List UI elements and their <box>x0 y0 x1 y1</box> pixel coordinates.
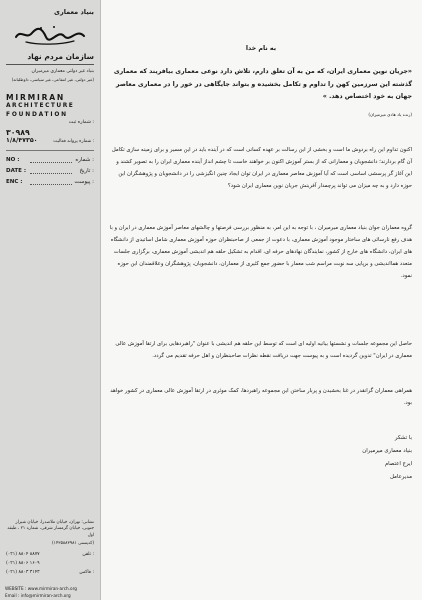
postal-code: (کدپستی ۱۴۳۵۸۸۳۹۸۱) <box>51 541 94 546</box>
letter-body <box>106 0 416 600</box>
fill-line <box>30 173 72 174</box>
divider <box>6 150 94 151</box>
opening-quote: «جریان نوین معماری ایران، که من به آن تعلق دارم، تلاش دارد نوعی معماری بیافریند که معماری گذشته این سرزمین کهن را تداوم و تکامل بخشیده و بتواند جایگاهی در خور را در معماری معاصر جهان به خود اختصاص دهد. » <box>113 68 412 100</box>
paragraph-2: گروه معماران جوان بنیاد معماری میرمیران ، با توجه به این امر، به منظور بررسی فرصتها و چالشهای معاصر آموزش معماری در ایران و با هدف رفع نارسائی های ساختار موجود آموزش معماری، با دعوت از جمعی از صاحبنظران حوزه آموزش معماری شامل اساتیدی از دانشگاه های ایران، دانشگاه های خارج از کشور، نمایندگان نهادهای حرفه ای، اقدام به تشکیل حلقه هم اندیشی آموزش معماری، برگزاری جلسات متعدد همااندیشی و برپایی سه نوبت مراسم شب معمار با حضور جمع کثیری از معماران، دانشجویان، پژوهشگران وعلاقمندان این حوزه نمود. <box>109 225 412 279</box>
enclosure-label-fa: پیوست : <box>74 179 94 185</box>
registration-number: ۳۰۹۸۹ <box>6 128 30 137</box>
website-link[interactable]: WEBSITE : www.mirmiran-arch.org <box>5 586 77 591</box>
letter-number-row <box>6 157 94 167</box>
fill-line <box>30 184 72 185</box>
letterhead-sidebar <box>0 0 101 600</box>
license-number: ۱/۸/۴۷۳۵۰ <box>6 137 38 144</box>
signatory-title: مدیرعامل <box>389 474 412 480</box>
english-name-line-1: MIRMIRAN <box>6 93 66 102</box>
legal-line-1: بنیاد غیر دولتی معماری میرمیران <box>31 69 94 74</box>
signatory-name: ایرج اعتصام <box>384 461 412 467</box>
number-label-fa: شماره : <box>75 157 94 163</box>
closing-line: با تشکر <box>394 435 412 441</box>
paragraph-3: حاصل این مجموعه جلسات و نشستها بیانیه اولیه ای است که توسط این حلقه هم اندیشی با عنوان "راهبردهایی برای ارتقا آموزش عالی معماری در ایران" تدوین گردیده است و به پیوست جهت دریافت نقطه نظرات صاحبنظران و اهل حرفه تقدیم می گردد. <box>115 341 412 359</box>
divider <box>6 64 94 65</box>
bismillah-heading: به نام خدا <box>245 45 277 52</box>
paragraph-4: همراهی معماران گرانقدر در غنا بخشیدن و پربار ساختن این مجموعه راهبردها، کمک موثری در ارتقا آموزش عالی معماری در کشور خواهد بود. <box>110 388 412 406</box>
english-name-line-3: FOUNDATION <box>6 112 68 118</box>
fax-label: فاکس : <box>79 570 94 575</box>
letter-enclosure-row <box>6 179 94 189</box>
number-label-en: NO : <box>6 157 20 163</box>
enclosure-label-en: ENC : <box>6 179 23 185</box>
paragraph-1: اکنون تداوم این راه بردوش ما است و بخشی از این رسالت بر عهده کسانی است که در آینده باید در این مسیر و برای زمینه سازی تکامل آن گام بردارند؛ دانشجویان و معمارانی که از بستر آموزش اکنون بر خواهند خاست تا چشم انداز آینده معماری ایران را به تصویر کشند و این آغاز گر پرسشی اساسی است که آیا آموزش معاصر معماری در ایران توان ایجاد چنین انگیزشی را در دانشجویان و پژوهشگران این حوزه دارد و به چه میزان می تواند پرچمدار آفرینش جریان نوین معماری ایران شود؟ <box>111 147 412 189</box>
org-name: بنیاد معماری <box>54 8 94 16</box>
license-label: شماره پروانه فعالیت : <box>53 139 94 144</box>
registration-label: شماره ثبت : <box>68 120 94 125</box>
email-link[interactable]: Email : info@mirmiran-arch.org <box>5 593 71 598</box>
mirmiran-logo <box>8 22 94 48</box>
signature-organization: بنیاد معماری میرمیران <box>362 448 412 454</box>
legal-line-2: (غیر دولتی، غیر انتفاعی، غیر سیاسی، داوطلبانه) <box>11 77 94 82</box>
phone-label: تلفن : <box>82 552 94 557</box>
ngo-label: سازمان مردم نهاد <box>27 52 94 61</box>
letter-date-row <box>6 168 94 178</box>
phone-number: (۰۲۱) ۸۸۰۴ ۸۸۷۷ <box>6 552 40 557</box>
date-label-fa: تاریخ : <box>79 168 94 174</box>
english-name-line-2: ARCHITECTURE <box>6 103 75 109</box>
date-label-en: DATE : <box>6 168 27 174</box>
quote-source: (زنده یاد هادی میرمیران) <box>368 112 412 117</box>
fax-number: (۰۲۱) ۸۸۰۳ ۳۱۴۳ <box>6 570 40 575</box>
fill-line <box>30 162 72 163</box>
postal-address: نشانی: تهران، خیابان ملاصدرا، خیابان شیراز جنوبی، خیابان گرمسار شرقی، شماره ۲۱ ، طبقه اول <box>7 520 94 538</box>
phone-number: (۰۲۱) ۸۸۰۶ ۱۶۰۹ <box>6 561 40 566</box>
